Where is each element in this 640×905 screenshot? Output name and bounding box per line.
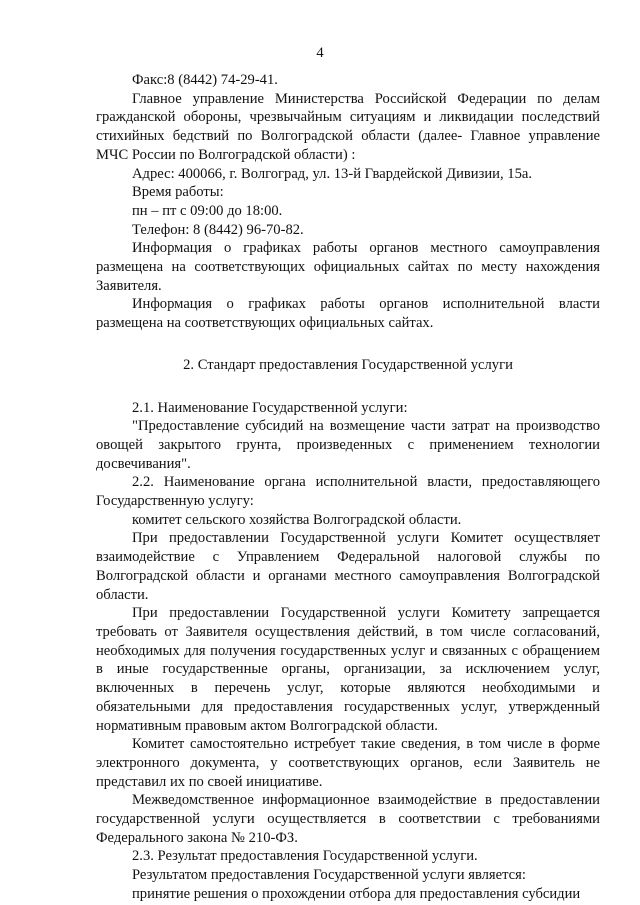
section-heading: 2. Стандарт предоставления Государственной услуги xyxy=(183,356,513,373)
paragraph-2-2: 2.2. Наименование органа исполнительной власти, предоставляющего Государственную услугу: xyxy=(96,474,600,510)
fax-line: Факс:8 (8442) 74-29-41. xyxy=(132,72,278,88)
address-line: Адрес: 400066, г. Волгоград, ул. 13-й Гвардейской Дивизии, 15а. xyxy=(132,165,532,182)
result-decision-line: принятие решения о прохождении отбора для предоставления субсидии xyxy=(132,885,581,902)
paragraph-2-3: 2.3. Результат предоставления Государственной услуги. xyxy=(132,848,478,865)
committee-line: комитет сельского хозяйства Волгоградской области. xyxy=(132,511,462,528)
mchs-intro-paragraph: Главное управление Министерства Российской Федерации по делам гражданской обороны, чрезвычайным ситуациям и ликвидации последствий стихийных бедствий по Волгоградской области (далее- Главное управление МЧС России по Волгоградской области) : xyxy=(96,90,600,163)
document-body xyxy=(96,71,600,904)
interagency-paragraph: Межведомственное информационное взаимодействие в предоставлении государственной услуги осуществляется в соответствии с требованиями Федерального закона № 210-ФЗ. xyxy=(96,792,600,846)
hours-line: пн – пт с 09:00 до 18:00. xyxy=(132,202,283,219)
exec-info-paragraph: Информация о графиках работы органов исполнительной власти размещена на соответствующих официальных сайтах. xyxy=(96,296,600,332)
hours-title: Время работы: xyxy=(132,184,224,201)
result-intro-line: Результатом предоставления Государственной услуги является: xyxy=(132,867,526,884)
phone-line: Телефон: 8 (8442) 96-70-82. xyxy=(132,221,304,238)
paragraph-2-1: 2.1. Наименование Государственной услуги: xyxy=(132,399,408,416)
local-info-paragraph: Информация о графиках работы органов местного самоуправления размещена на соответствующих официальных сайтах по месту нахождения Заявителя. xyxy=(96,240,600,294)
prohibition-paragraph: При предоставлении Государственной услуги Комитету запрещается требовать от Заявителя осуществления действий, в том числе согласований, необходимых для получения государственных услуг и связанных с обращением в иные государственные органы, организации, за исключением услуг, включенных в перечень услуг, которые являются необходимыми и обязательными для предоставления государственных услуг, утвержденный нормативным правовым актом Волгоградской области. xyxy=(96,605,600,734)
interaction-paragraph: При предоставлении Государственной услуги Комитет осуществляет взаимодействие с Управлением Федеральной налоговой службы по Волгоградской области и органами местного самоуправления Волгоградской области. xyxy=(96,530,600,603)
page-number: 4 xyxy=(316,45,324,61)
service-name-paragraph: "Предоставление субсидий на возмещение части затрат на производство овощей закрытого грунта, произведенных с применением технологии досвечивания". xyxy=(96,418,600,472)
request-info-paragraph: Комитет самостоятельно истребует такие сведения, в том числе в форме электронного документа, у соответствующих органов, если Заявитель не представил их по своей инициативе. xyxy=(96,736,600,790)
